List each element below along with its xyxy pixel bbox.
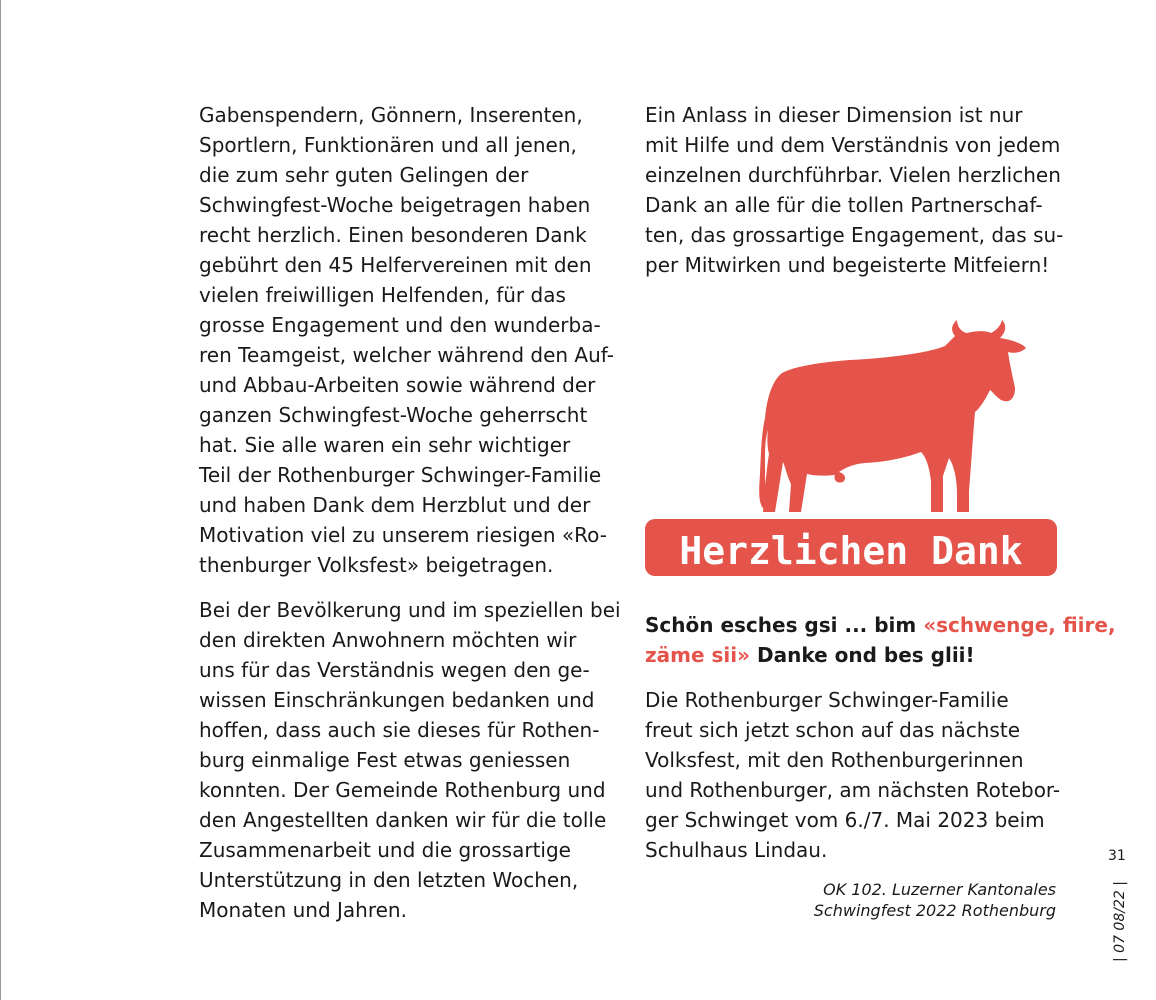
text-line: und Rothenburger, am nächsten Rotebor- — [645, 778, 1061, 802]
left-paragraph-2 — [199, 595, 619, 925]
text-line: Dank an alle für die tollen Partnerschaf- — [645, 193, 1043, 217]
text-line: uns für das Verständnis wegen den ge- — [199, 658, 590, 682]
text-line: und haben Dank dem Herzblut und der — [199, 493, 591, 517]
text-line: und Abbau-Arbeiten sowie während der — [199, 373, 596, 397]
left-column — [199, 100, 619, 925]
text-line: die zum sehr guten Gelingen der — [199, 163, 529, 187]
text-line: den direkten Anwohnern möchten wir — [199, 628, 577, 652]
left-paragraph-1 — [199, 100, 619, 580]
text-line: per Mitwirken und begeisterte Mitfeiern! — [645, 253, 1050, 277]
signature — [700, 879, 1056, 921]
page-number: 31 — [1108, 848, 1126, 864]
signature-line: Schwingfest 2022 Rothenburg — [813, 901, 1056, 920]
herzlichen-dank-logo — [645, 316, 1057, 578]
text-line: wissen Einschränkungen bedanken und — [199, 688, 595, 712]
motto-block — [645, 610, 1116, 670]
text-line: Unterstützung in den letzten Wochen, — [199, 868, 579, 892]
text-line: hat. Sie alle waren ein sehr wichtiger — [199, 433, 571, 457]
text-line: mit Hilfe und dem Verständnis von jedem — [645, 133, 1061, 157]
text-line: Volksfest, mit den Rothenburgerinnen — [645, 748, 1024, 772]
text-line: ren Teamgeist, welcher während den Auf- — [199, 343, 614, 367]
text-line: thenburger Volksfest» beigetragen. — [199, 553, 554, 577]
text-line: hoffen, dass auch sie dieses für Rothen- — [199, 718, 600, 742]
text-line: Monaten und Jahren. — [199, 898, 407, 922]
right-paragraph-1 — [645, 100, 1065, 280]
text-line: freut sich jetzt schon auf das nächste — [645, 718, 1020, 742]
text-line: Teil der Rothenburger Schwinger-Familie — [199, 463, 602, 487]
text-line: Gabenspendern, Gönnern, Inserenten, — [199, 103, 583, 127]
bull-icon — [759, 320, 1026, 512]
motto-accent: «schwenge, fiire, — [923, 613, 1116, 637]
text-line: recht herzlich. Einen besonderen Dank — [199, 223, 587, 247]
text-line: Sportlern, Funktionären und all jenen, — [199, 133, 577, 157]
text-line: konnten. Der Gemeinde Rothenburg und — [199, 778, 606, 802]
text-line: Motivation viel zu unserem riesigen «Ro- — [199, 523, 607, 547]
motto-text: Schön esches gsi ... bim — [645, 613, 924, 637]
text-line: Zusammenarbeit und die grossartige — [199, 838, 571, 862]
motto-accent: zäme sii» — [645, 643, 751, 667]
text-line: Die Rothenburger Schwinger-Familie — [645, 688, 1009, 712]
text-line: burg einmalige Fest etwas geniessen — [199, 748, 571, 772]
motto-text: Danke ond bes glii! — [750, 643, 975, 667]
signature-line: OK 102. Luzerner Kantonales — [823, 880, 1056, 899]
text-line: Bei der Bevölkerung und im speziellen bei — [199, 598, 621, 622]
paragraph-gap — [199, 580, 619, 595]
motto-line-1 — [645, 610, 1116, 640]
text-line: Ein Anlass in dieser Dimension ist nur — [645, 103, 1023, 127]
text-line: Schulhaus Lindau. — [645, 838, 828, 862]
right-paragraph-2 — [645, 685, 1065, 865]
motto-line-2 — [645, 640, 1065, 670]
text-line: vielen freiwilligen Helfenden, für das — [199, 283, 566, 307]
text-line: grosse Engagement und den wunderba- — [199, 313, 601, 337]
logo-text: Herzlichen Dank — [679, 529, 1023, 573]
right-column — [645, 100, 1065, 280]
right-paragraph-2-block — [645, 685, 1065, 865]
text-line: ten, das grossartige Engagement, das su- — [645, 223, 1064, 247]
issue-label: | 07 08/22 | — [1112, 881, 1128, 962]
text-line: ger Schwinget vom 6./7. Mai 2023 beim — [645, 808, 1045, 832]
text-line: einzelnen durchführbar. Vielen herzlichen — [645, 163, 1061, 187]
text-line: Schwingfest-Woche beigetragen haben — [199, 193, 591, 217]
page-edge — [0, 0, 1, 1000]
text-line: ganzen Schwingfest-Woche geherrscht — [199, 403, 588, 427]
text-line: gebührt den 45 Helfervereinen mit den — [199, 253, 592, 277]
text-line: den Angestellten danken wir für die tolle — [199, 808, 607, 832]
